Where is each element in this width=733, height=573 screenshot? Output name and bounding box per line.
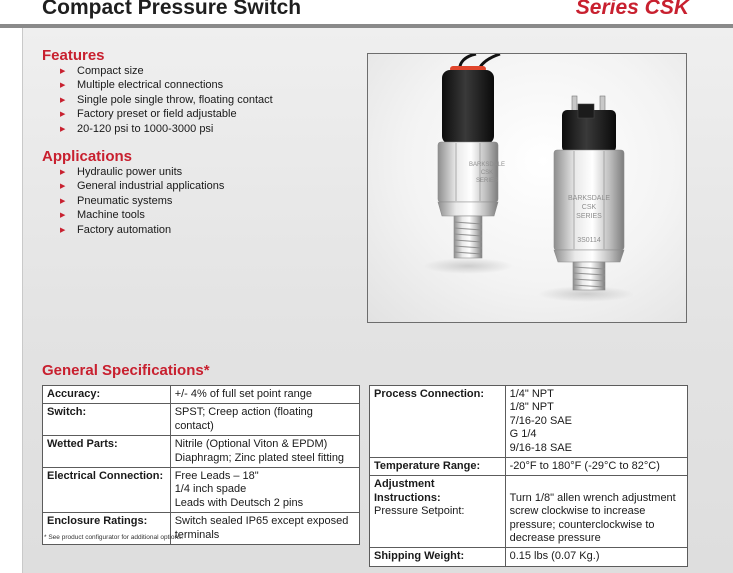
connector-slot <box>578 104 594 118</box>
spec-value: Turn 1/8" allen wrench adjustment screw clockwise to increase pressure; counterclockwise to decrease pressure <box>505 476 687 548</box>
table-row <box>43 468 360 513</box>
features-list <box>60 64 273 136</box>
bullet-arrow-icon: ▶ <box>60 111 66 119</box>
spec-label: Accuracy: <box>43 386 171 404</box>
hex-base <box>438 202 498 216</box>
svg-text:BARKSDALE: BARKSDALE <box>567 195 611 202</box>
list-item: ▶ Factory preset or field adjustable <box>60 107 273 121</box>
pressure-switch-illustration <box>368 54 686 322</box>
list-item: ▶ Factory automation <box>60 223 224 237</box>
bullet-arrow-icon: ▶ <box>60 68 66 75</box>
shadow <box>423 258 513 274</box>
bullet-arrow-icon: ▶ <box>60 82 66 90</box>
left-divider <box>22 28 23 573</box>
list-item: ▶ General industrial applications <box>60 179 224 193</box>
spec-label: Wetted Parts: <box>43 436 171 468</box>
list-item: ▶ Hydraulic power units <box>60 165 224 179</box>
spec-label: Process Connection: <box>370 386 506 458</box>
bullet-arrow-icon: ▶ <box>60 212 66 220</box>
series-name: Series CSK <box>575 0 689 19</box>
spec-value: Nitrile (Optional Viton & EPDM) Diaphragm; Zinc plated steel fitting <box>170 436 359 468</box>
svg-text:CSK: CSK <box>581 204 597 211</box>
spec-label: Adjustment Instructions: Pressure Setpoint: <box>370 476 506 548</box>
bullet-arrow-icon: ▶ <box>60 226 66 234</box>
spec-value: -20°F to 180°F (-29°C to 82°C) <box>505 458 687 476</box>
spec-label: Shipping Weight: <box>370 548 506 566</box>
spec-label: Electrical Connection: <box>43 468 171 513</box>
bullet-arrow-icon: ▶ <box>60 169 66 176</box>
list-item: ▶ Single pole single throw, floating contact <box>60 93 273 107</box>
bullet-arrow-icon: ▶ <box>60 197 66 205</box>
product-photo <box>367 53 687 323</box>
spec-value: +/- 4% of full set point range <box>170 386 359 404</box>
applications-heading: Applications <box>42 148 133 165</box>
table-row <box>43 404 360 436</box>
footnote: * See product configurator for additional options. <box>44 534 184 541</box>
spec-value: SPST; Creep action (floating contact) <box>170 404 359 436</box>
applications-list <box>60 165 224 237</box>
bullet-arrow-icon: ▶ <box>60 96 66 104</box>
header-rule <box>0 24 733 28</box>
svg-text:SERIES: SERIES <box>576 213 602 220</box>
page-title: Compact Pressure Switch <box>42 0 302 19</box>
spec-label: Switch: <box>43 404 171 436</box>
table-row <box>43 386 360 404</box>
svg-text:BARKSDALE: BARKSDALE <box>468 162 506 168</box>
hex-base <box>554 250 624 262</box>
list-item: ▶ Multiple electrical connections <box>60 78 273 92</box>
table-row <box>370 476 688 548</box>
spec-value: 0.15 lbs (0.07 Kg.) <box>505 548 687 566</box>
spec-table-right <box>369 385 688 567</box>
bullet-arrow-icon: ▶ <box>60 183 66 191</box>
svg-text:3S0114: 3S0114 <box>577 237 601 244</box>
table-row <box>370 386 688 458</box>
svg-text:CSK: CSK <box>480 170 494 176</box>
spec-table-left <box>42 385 360 545</box>
spec-label: Enclosure Ratings: <box>43 513 171 545</box>
spec-value: Free Leads – 18" 1/4 inch spade Leads with Deutsch 2 pins <box>170 468 359 513</box>
list-item: ▶ Compact size <box>60 64 273 78</box>
features-heading: Features <box>42 47 105 64</box>
table-row <box>370 548 688 566</box>
spec-value: Switch sealed IP65 except exposed terminals <box>170 513 359 545</box>
bullet-arrow-icon: ▶ <box>60 125 66 133</box>
spec-label: Temperature Range: <box>370 458 506 476</box>
list-item: ▶ Pneumatic systems <box>60 194 224 208</box>
svg-text:SERIES: SERIES <box>475 178 499 184</box>
table-row <box>370 458 688 476</box>
table-row <box>43 436 360 468</box>
spec-value: 1/4" NPT 1/8" NPT 7/16-20 SAE G 1/4 9/16-18 SAE <box>505 386 687 458</box>
list-item: ▶ 20-120 psi to 1000-3000 psi <box>60 122 273 136</box>
list-item: ▶ Machine tools <box>60 208 224 222</box>
specs-heading: General Specifications* <box>42 362 210 379</box>
switch-cap <box>442 70 494 144</box>
